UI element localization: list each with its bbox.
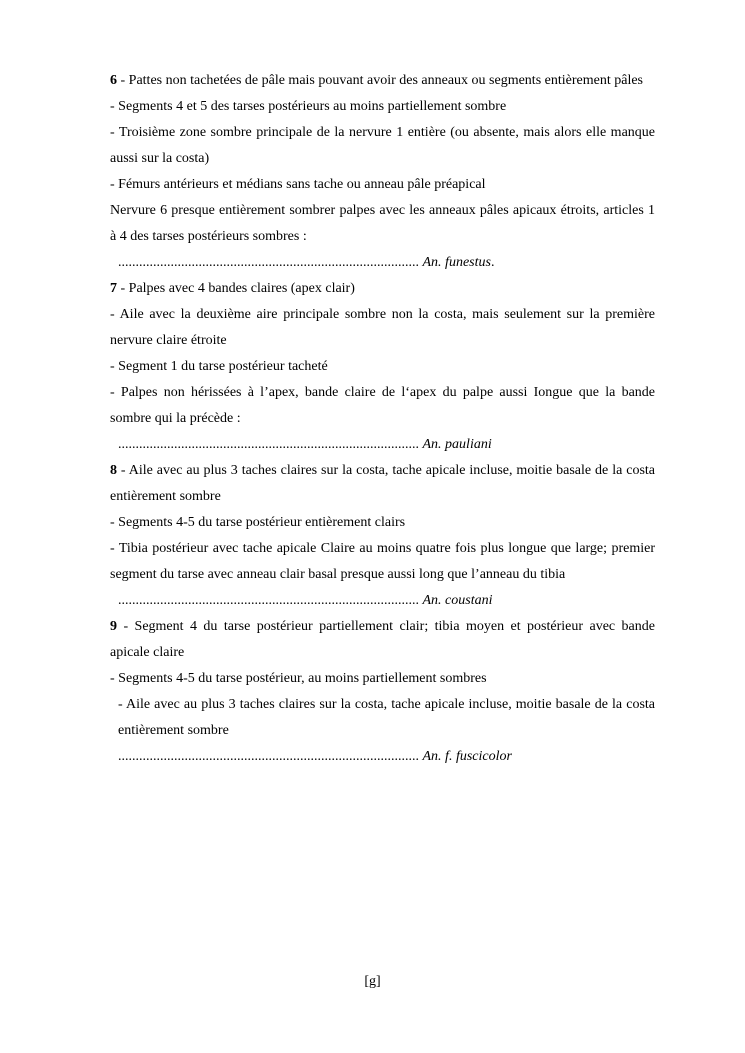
couplet-7 bbox=[110, 276, 655, 458]
couplet-heading bbox=[110, 276, 655, 302]
couplet-number: 8 bbox=[110, 463, 117, 478]
leader-dots: ...................................................................................... bbox=[118, 593, 419, 608]
couplet-9 bbox=[110, 614, 655, 770]
couplet-heading bbox=[110, 614, 655, 666]
key-criterion: - Segments 4-5 du tarse postérieur, au moins partiellement sombres bbox=[110, 671, 487, 686]
species-name: An. pauliani bbox=[422, 437, 492, 452]
key-criterion: - Segments 4-5 du tarse postérieur entièrement clairs bbox=[110, 515, 406, 530]
key-criterion: - Palpes non hérissées à l’apex, bande claire de l‘apex du palpe aussi Iongue que la bande sombre qui la précède : bbox=[110, 385, 655, 426]
key-criterion: - Troisième zone sombre principale de la nervure 1 entière (ou absente, mais alors elle manque aussi sur la costa) bbox=[110, 125, 655, 166]
species-name: An. funestus bbox=[422, 255, 491, 270]
key-criterion: - Segments 4 et 5 des tarses postérieurs au moins partiellement sombre bbox=[110, 99, 507, 114]
couplet-number: 9 bbox=[110, 619, 117, 634]
species-name: An. f. fuscicolor bbox=[422, 749, 512, 764]
couplet-heading bbox=[110, 68, 655, 94]
key-criterion: - Fémurs antérieurs et médians sans tache ou anneau pâle préapical bbox=[110, 177, 486, 192]
leader-dots: ...................................................................................... bbox=[118, 255, 419, 270]
couplet-8 bbox=[110, 458, 655, 614]
couplet-text: - Segment 4 du tarse postérieur partiellement clair; tibia moyen et postérieur avec bande apicale claire bbox=[110, 619, 655, 660]
key-criterion: - Aile avec au plus 3 taches claires sur la costa, tache apicale incluse, moitie basale de la costa entièrement sombre bbox=[118, 697, 655, 738]
couplet-number: 7 bbox=[110, 281, 117, 296]
species-suffix: . bbox=[490, 255, 495, 270]
key-criterion: - Tibia postérieur avec tache apicale Claire au moins quatre fois plus longue que large; premier segment du tarse avec anneau clair basal presque aussi long que l’anneau du tibia bbox=[110, 541, 655, 582]
species-result-line bbox=[110, 744, 655, 770]
couplet-text: - Pattes non tachetées de pâle mais pouvant avoir des anneaux ou segments entièrement pâles bbox=[117, 73, 643, 88]
species-result-line bbox=[110, 432, 655, 458]
species-name: An. coustani bbox=[422, 593, 493, 608]
couplet-text: - Aile avec au plus 3 taches claires sur la costa, tache apicale incluse, moitie basale de la costa entièrement sombre bbox=[110, 463, 655, 504]
couplet-heading bbox=[110, 458, 655, 510]
key-criterion: Nervure 6 presque entièrement sombrer palpes avec les anneaux pâles apicaux étroits, articles 1 à 4 des tarses postérieurs sombres : bbox=[110, 203, 655, 244]
key-criterion: - Aile avec la deuxième aire principale sombre non la costa, mais seulement sur la première nervure claire étroite bbox=[110, 307, 655, 348]
leader-dots: ...................................................................................... bbox=[118, 437, 419, 452]
species-result-line bbox=[110, 588, 655, 614]
key-criterion: - Segment 1 du tarse postérieur tacheté bbox=[110, 359, 328, 374]
couplet-6 bbox=[110, 68, 655, 276]
couplet-text: - Palpes avec 4 bandes claires (apex clair) bbox=[117, 281, 355, 296]
species-result-line bbox=[110, 250, 655, 276]
couplet-number: 6 bbox=[110, 73, 117, 88]
page-number: [g] bbox=[364, 974, 381, 989]
identification-key bbox=[110, 68, 655, 770]
leader-dots: ...................................................................................... bbox=[118, 749, 419, 764]
